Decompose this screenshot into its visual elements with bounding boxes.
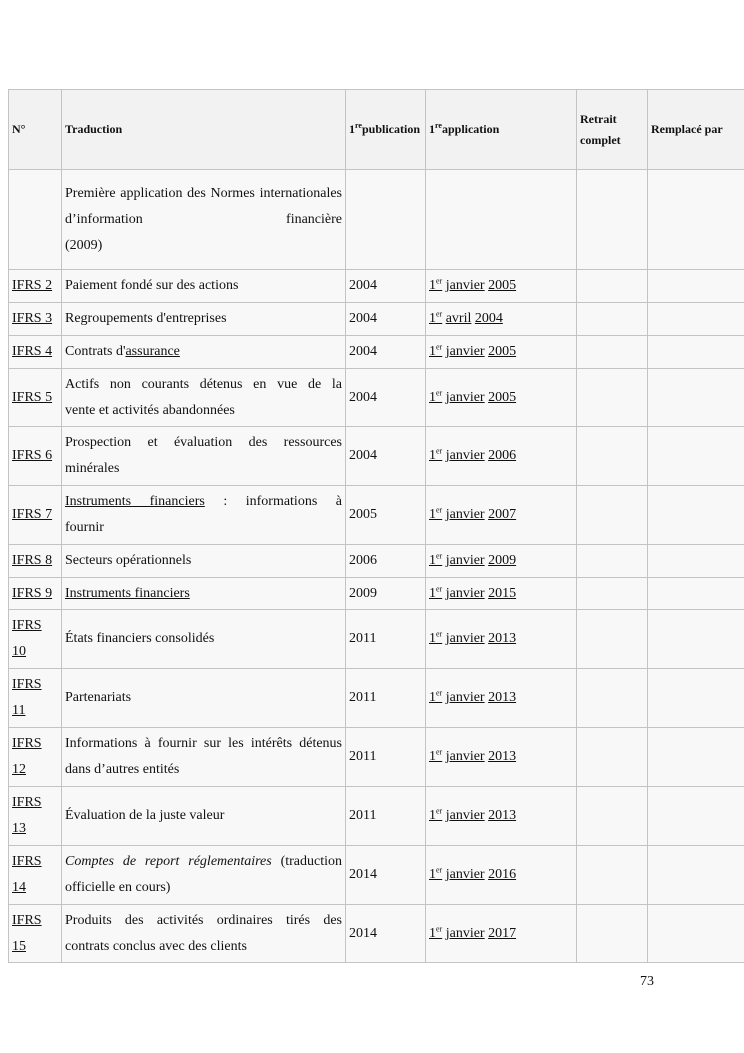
publication-year: 2004 bbox=[346, 336, 426, 369]
retrait-complet-cell bbox=[577, 545, 648, 578]
standard-code[interactable] bbox=[9, 270, 62, 303]
standard-code[interactable] bbox=[9, 486, 62, 545]
remplace-par-cell bbox=[648, 787, 744, 846]
publication-year: 2014 bbox=[346, 905, 426, 963]
standard-code[interactable] bbox=[9, 336, 62, 369]
standard-code[interactable] bbox=[9, 545, 62, 578]
standard-code[interactable] bbox=[9, 427, 62, 486]
header-first-application: 1reapplication bbox=[426, 90, 577, 170]
standard-code-link[interactable]: IFRS 7 bbox=[12, 507, 53, 522]
table-row bbox=[9, 728, 744, 787]
standard-title bbox=[62, 578, 346, 610]
publication-year bbox=[346, 170, 426, 270]
retrait-complet-cell bbox=[577, 787, 648, 846]
page-number: 73 bbox=[640, 974, 654, 989]
header-number: N° bbox=[9, 90, 62, 170]
remplace-par-cell bbox=[648, 905, 744, 963]
title-link[interactable]: Instruments financiers bbox=[65, 585, 190, 601]
retrait-complet-cell bbox=[577, 905, 648, 963]
remplace-par-cell bbox=[648, 545, 744, 578]
application-date[interactable] bbox=[426, 170, 577, 270]
remplace-par-cell bbox=[648, 170, 744, 270]
header-remplace-par: Remplacé par bbox=[648, 90, 744, 170]
header-retrait-complet: Retrait complet bbox=[577, 90, 648, 170]
application-date[interactable]: 1er janvier 2005 bbox=[426, 336, 577, 369]
publication-year: 2014 bbox=[346, 846, 426, 905]
publication-year: 2011 bbox=[346, 787, 426, 846]
standard-code-link[interactable]: IFRS 4 bbox=[12, 344, 53, 359]
publication-year: 2005 bbox=[346, 486, 426, 545]
standard-code[interactable] bbox=[9, 787, 62, 846]
table-row bbox=[9, 905, 744, 963]
publication-year: 2004 bbox=[346, 270, 426, 303]
retrait-complet-cell bbox=[577, 336, 648, 369]
standard-code-link[interactable]: IFRS 12 bbox=[12, 736, 42, 777]
table-row bbox=[9, 669, 744, 728]
standard-title: États financiers consolidés bbox=[62, 610, 346, 669]
publication-year: 2006 bbox=[346, 545, 426, 578]
publication-year: 2011 bbox=[346, 610, 426, 669]
standard-code-link[interactable]: IFRS 6 bbox=[12, 448, 53, 463]
retrait-complet-cell bbox=[577, 369, 648, 427]
title-link[interactable]: Instruments financiers bbox=[65, 494, 205, 509]
retrait-complet-cell bbox=[577, 846, 648, 905]
remplace-par-cell bbox=[648, 303, 744, 336]
header-row bbox=[9, 90, 744, 170]
standard-title: Contrats d'assurance bbox=[62, 336, 346, 369]
table-row bbox=[9, 336, 744, 369]
standard-code[interactable] bbox=[9, 578, 62, 610]
standard-code-link[interactable]: IFRS 15 bbox=[12, 912, 42, 954]
standard-title: Instruments financiers : informations à fournir bbox=[62, 486, 346, 545]
standard-code[interactable] bbox=[9, 369, 62, 427]
standard-code[interactable] bbox=[9, 610, 62, 669]
publication-year: 2011 bbox=[346, 669, 426, 728]
standard-title: Actifs non courants détenus en vue de la vente et activités abandonnées bbox=[62, 369, 346, 427]
remplace-par-cell bbox=[648, 846, 744, 905]
standard-code-link[interactable]: IFRS 9 bbox=[12, 585, 53, 601]
publication-year: 2011 bbox=[346, 728, 426, 787]
title-link[interactable]: assurance bbox=[125, 344, 180, 359]
standard-code-link[interactable]: IFRS 10 bbox=[12, 618, 42, 659]
table-row bbox=[9, 545, 744, 578]
standard-code-link[interactable]: IFRS 8 bbox=[12, 553, 53, 568]
remplace-par-cell bbox=[648, 427, 744, 486]
standard-title: Prospection et évaluation des ressources minérales bbox=[62, 427, 346, 486]
application-date[interactable]: 1er janvier 2005 bbox=[426, 369, 577, 427]
retrait-complet-cell bbox=[577, 486, 648, 545]
retrait-complet-cell bbox=[577, 610, 648, 669]
table-row bbox=[9, 846, 744, 905]
retrait-complet-cell bbox=[577, 170, 648, 270]
standard-title: Informations à fournir sur les intérêts détenus dans d’autres entités bbox=[62, 728, 346, 787]
retrait-complet-cell bbox=[577, 728, 648, 787]
standard-code-link[interactable]: IFRS 3 bbox=[12, 311, 53, 326]
remplace-par-cell bbox=[648, 728, 744, 787]
remplace-par-cell bbox=[648, 669, 744, 728]
retrait-complet-cell bbox=[577, 427, 648, 486]
standard-title: Comptes de report réglementaires (traduction officielle en cours) bbox=[62, 846, 346, 905]
header-translation: Traduction bbox=[62, 90, 346, 170]
remplace-par-cell bbox=[648, 486, 744, 545]
remplace-par-cell bbox=[648, 578, 744, 610]
publication-year: 2004 bbox=[346, 303, 426, 336]
retrait-complet-cell bbox=[577, 669, 648, 728]
remplace-par-cell bbox=[648, 369, 744, 427]
application-date[interactable]: 1er janvier 2017 bbox=[426, 905, 577, 963]
application-date[interactable]: 1er janvier 2005 bbox=[426, 270, 577, 303]
remplace-par-cell bbox=[648, 270, 744, 303]
remplace-par-cell bbox=[648, 336, 744, 369]
table-row bbox=[9, 170, 744, 270]
publication-year: 2004 bbox=[346, 427, 426, 486]
application-date[interactable]: 1er janvier 2007 bbox=[426, 486, 577, 545]
standard-code[interactable] bbox=[9, 303, 62, 336]
standard-title: Partenariats bbox=[62, 669, 346, 728]
table-row bbox=[9, 303, 744, 336]
retrait-complet-cell bbox=[577, 270, 648, 303]
standard-code[interactable] bbox=[9, 846, 62, 905]
standard-code[interactable] bbox=[9, 728, 62, 787]
table-row bbox=[9, 427, 744, 486]
standard-title: Regroupements d'entreprises bbox=[62, 303, 346, 336]
application-date[interactable]: 1er avril 2004 bbox=[426, 303, 577, 336]
standard-code-link[interactable]: IFRS 5 bbox=[12, 389, 53, 405]
standard-code[interactable] bbox=[9, 170, 62, 270]
header-first-publication: 1republication bbox=[346, 90, 426, 170]
publication-year: 2004 bbox=[346, 369, 426, 427]
table-row bbox=[9, 486, 744, 545]
standards-table bbox=[8, 89, 744, 963]
standard-title: Paiement fondé sur des actions bbox=[62, 270, 346, 303]
application-date[interactable]: 1er janvier 2016 bbox=[426, 846, 577, 905]
application-date[interactable]: 1er janvier 2013 bbox=[426, 610, 577, 669]
table-row bbox=[9, 610, 744, 669]
application-date[interactable]: 1er janvier 2015 bbox=[426, 578, 577, 610]
table-row bbox=[9, 787, 744, 846]
standard-code-link[interactable]: IFRS 13 bbox=[12, 795, 42, 836]
standard-code-link[interactable]: IFRS 2 bbox=[12, 278, 53, 293]
standard-code-link[interactable]: IFRS 11 bbox=[12, 677, 42, 718]
standard-title: Produits des activités ordinaires tirés des contrats conclus avec des clients bbox=[62, 905, 346, 963]
application-date[interactable]: 1er janvier 2013 bbox=[426, 669, 577, 728]
standard-code-link[interactable]: IFRS 14 bbox=[12, 854, 42, 895]
retrait-complet-cell bbox=[577, 578, 648, 610]
application-date[interactable]: 1er janvier 2006 bbox=[426, 427, 577, 486]
table-row bbox=[9, 578, 744, 610]
retrait-complet-cell bbox=[577, 303, 648, 336]
remplace-par-cell bbox=[648, 610, 744, 669]
standard-code[interactable] bbox=[9, 669, 62, 728]
table-row bbox=[9, 270, 744, 303]
application-date[interactable]: 1er janvier 2009 bbox=[426, 545, 577, 578]
application-date[interactable]: 1er janvier 2013 bbox=[426, 728, 577, 787]
standard-title: Évaluation de la juste valeur bbox=[62, 787, 346, 846]
table-row bbox=[9, 369, 744, 427]
standard-title: Secteurs opérationnels bbox=[62, 545, 346, 578]
publication-year: 2009 bbox=[346, 578, 426, 610]
standard-title: Première application des Normes internationales d’information financière (2009) bbox=[62, 170, 346, 270]
application-date[interactable]: 1er janvier 2013 bbox=[426, 787, 577, 846]
standard-code[interactable] bbox=[9, 905, 62, 963]
